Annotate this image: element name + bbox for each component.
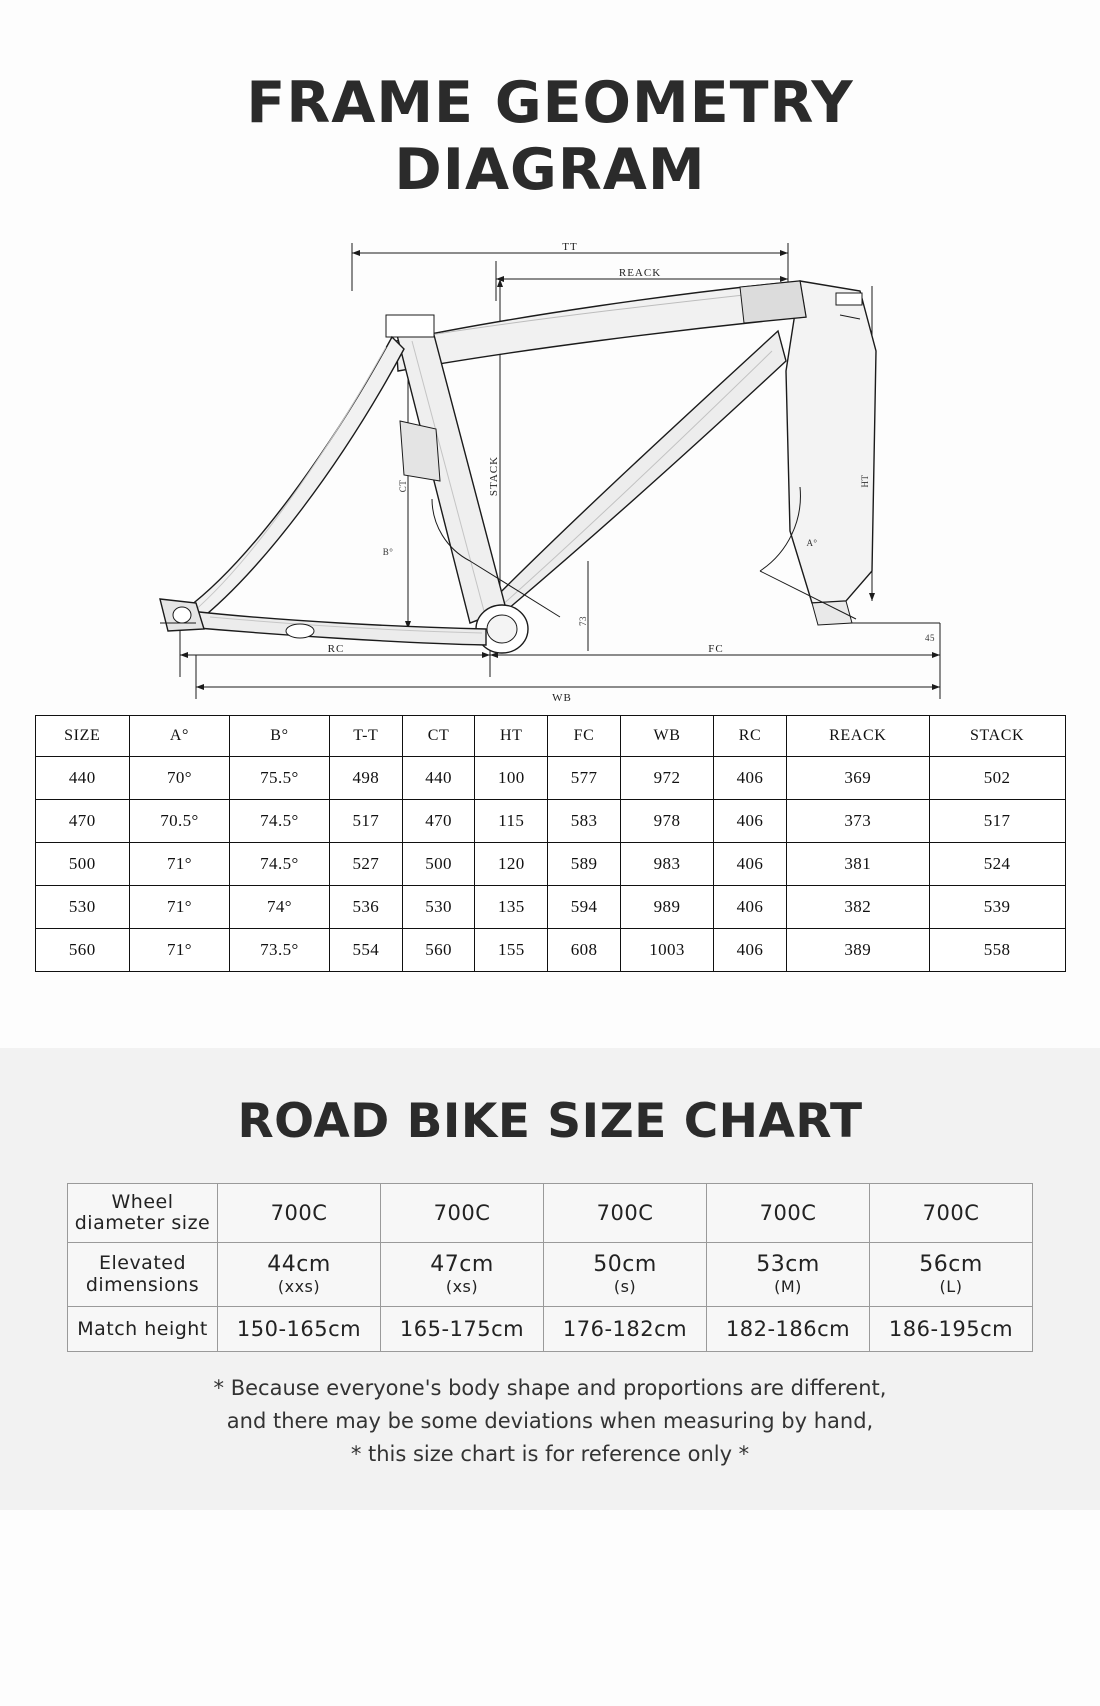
geometry-cell: 73.5° — [229, 928, 329, 971]
geometry-cell: 389 — [786, 928, 929, 971]
size-table-container — [45, 1183, 1055, 1353]
geometry-cell: 1003 — [620, 928, 713, 971]
match-height-cell: 176-182cm — [544, 1307, 707, 1352]
table-row — [35, 885, 1065, 928]
elevated-size-code: (s) — [613, 1277, 637, 1297]
geometry-table — [35, 715, 1066, 972]
row-label-elevated-dimensions: Elevated dimensions — [68, 1243, 218, 1307]
elevated-size-code: (xs) — [445, 1277, 479, 1297]
elevated-size-cell — [218, 1243, 381, 1307]
geometry-cell: 369 — [786, 756, 929, 799]
geometry-cell: 517 — [329, 799, 402, 842]
geometry-cell: 470 — [35, 799, 130, 842]
diagram-label-wb: WB — [552, 691, 572, 701]
elevated-size-value: 47cm — [430, 1252, 494, 1278]
geometry-cell: 373 — [786, 799, 929, 842]
geometry-cell: 70° — [130, 756, 230, 799]
geometry-cell: 120 — [475, 842, 548, 885]
geometry-cell: 972 — [620, 756, 713, 799]
geometry-cell: 989 — [620, 885, 713, 928]
match-height-cell: 182-186cm — [707, 1307, 870, 1352]
geometry-cell: 406 — [714, 885, 787, 928]
geometry-cell: 608 — [548, 928, 621, 971]
size-chart-footnote — [0, 1372, 1100, 1470]
geometry-header-cell: B° — [229, 715, 329, 756]
geometry-cell: 502 — [929, 756, 1065, 799]
geometry-cell: 983 — [620, 842, 713, 885]
elevated-size-cell — [707, 1243, 870, 1307]
size-chart-title: ROAD BIKE SIZE CHART — [237, 1093, 863, 1149]
geometry-cell: 406 — [714, 756, 787, 799]
footnote-line-2: and there may be some deviations when measuring by hand, — [226, 1408, 874, 1433]
geometry-header-cell: A° — [130, 715, 230, 756]
geometry-cell: 536 — [329, 885, 402, 928]
elevated-size-code: (M) — [774, 1277, 802, 1297]
footnote-line-1: * Because everyone's body shape and proportions are different, — [213, 1376, 887, 1401]
geometry-header-cell: RC — [714, 715, 787, 756]
elevated-size-code: (L) — [939, 1277, 963, 1297]
geometry-header-cell: T-T — [329, 715, 402, 756]
elevated-size-cell — [381, 1243, 544, 1307]
row-label-match-height: Match height — [68, 1307, 218, 1352]
geometry-cell: 517 — [929, 799, 1065, 842]
geometry-cell: 71° — [130, 928, 230, 971]
diagram-label-angle-a: A° — [806, 537, 818, 548]
elevated-size-cell — [544, 1243, 707, 1307]
geometry-header-cell: STACK — [929, 715, 1065, 756]
geometry-header-cell: SIZE — [35, 715, 130, 756]
wheel-size-cell: 700C — [870, 1183, 1033, 1243]
geometry-cell: 74.5° — [229, 799, 329, 842]
page-title-line1: FRAME GEOMETRY — [246, 70, 854, 136]
geometry-header-cell: REACK — [786, 715, 929, 756]
geometry-cell: 71° — [130, 842, 230, 885]
geometry-cell: 74.5° — [229, 842, 329, 885]
footnote-line-3: * this size chart is for reference only * — [350, 1441, 750, 1466]
geometry-cell: 594 — [548, 885, 621, 928]
geometry-cell: 500 — [402, 842, 475, 885]
geometry-cell: 978 — [620, 799, 713, 842]
size-chart-table — [67, 1183, 1033, 1353]
geometry-cell: 440 — [35, 756, 130, 799]
geometry-cell: 589 — [548, 842, 621, 885]
geometry-header-cell: FC — [548, 715, 621, 756]
geometry-cell: 74° — [229, 885, 329, 928]
elevated-size-value: 50cm — [593, 1252, 657, 1278]
elevated-size-code: (xxs) — [277, 1277, 321, 1297]
page-title — [170, 70, 930, 205]
geometry-header-cell: WB — [620, 715, 713, 756]
geometry-cell: 100 — [475, 756, 548, 799]
geometry-cell: 406 — [714, 842, 787, 885]
table-row — [35, 756, 1065, 799]
geometry-cell: 500 — [35, 842, 130, 885]
match-height-cell: 186-195cm — [870, 1307, 1033, 1352]
geometry-cell: 71° — [130, 885, 230, 928]
match-height-cell: 150-165cm — [218, 1307, 381, 1352]
table-row — [35, 928, 1065, 971]
table-row — [35, 799, 1065, 842]
diagram-label-fc: FC — [708, 642, 724, 655]
geometry-cell: 70.5° — [130, 799, 230, 842]
geometry-cell: 381 — [786, 842, 929, 885]
table-row — [35, 842, 1065, 885]
geometry-cell: 115 — [475, 799, 548, 842]
geometry-cell: 406 — [714, 799, 787, 842]
wheel-size-cell: 700C — [381, 1183, 544, 1243]
diagram-label-axle: 45 — [925, 632, 935, 643]
diagram-label-bb: 73 — [578, 615, 588, 626]
geometry-cell: 382 — [786, 885, 929, 928]
geometry-cell: 554 — [329, 928, 402, 971]
geometry-cell: 155 — [475, 928, 548, 971]
geometry-cell: 406 — [714, 928, 787, 971]
elevated-size-value: 56cm — [919, 1252, 983, 1278]
geometry-cell: 135 — [475, 885, 548, 928]
geometry-cell: 558 — [929, 928, 1065, 971]
geometry-cell: 560 — [402, 928, 475, 971]
page-title-line2: DIAGRAM — [394, 137, 706, 204]
frame-geometry-diagram — [0, 231, 1100, 701]
geometry-cell: 470 — [402, 799, 475, 842]
table-row — [68, 1183, 1033, 1243]
wheel-size-cell: 700C — [544, 1183, 707, 1243]
diagram-label-ct: CT — [398, 479, 408, 492]
geometry-header-cell: CT — [402, 715, 475, 756]
geometry-cell: 524 — [929, 842, 1065, 885]
road-bike-size-chart-section — [0, 1048, 1100, 1511]
geometry-table-container — [13, 715, 1088, 972]
geometry-cell: 75.5° — [229, 756, 329, 799]
diagram-label-stack: STACK — [488, 455, 500, 496]
geometry-table-header-row — [35, 715, 1065, 756]
diagram-label-tt: TT — [562, 240, 578, 253]
geometry-cell: 530 — [35, 885, 130, 928]
geometry-cell: 498 — [329, 756, 402, 799]
diagram-label-rc: RC — [327, 642, 345, 655]
geometry-cell: 539 — [929, 885, 1065, 928]
geometry-cell: 577 — [548, 756, 621, 799]
geometry-cell: 527 — [329, 842, 402, 885]
diagram-label-ht: HT — [860, 474, 870, 487]
geometry-cell: 530 — [402, 885, 475, 928]
geometry-cell: 560 — [35, 928, 130, 971]
elevated-size-cell — [870, 1243, 1033, 1307]
geometry-header-cell: HT — [475, 715, 548, 756]
table-row — [68, 1243, 1033, 1307]
diagram-label-reack: REACK — [618, 266, 662, 279]
row-label-wheel-diameter: Wheel diameter size — [68, 1183, 218, 1243]
wheel-size-cell: 700C — [707, 1183, 870, 1243]
geometry-cell: 583 — [548, 799, 621, 842]
elevated-size-value: 53cm — [756, 1252, 820, 1278]
geometry-cell: 440 — [402, 756, 475, 799]
elevated-size-value: 44cm — [267, 1252, 331, 1278]
match-height-cell: 165-175cm — [381, 1307, 544, 1352]
diagram-label-angle-b: B° — [382, 546, 394, 557]
wheel-size-cell: 700C — [218, 1183, 381, 1243]
table-row — [68, 1307, 1033, 1352]
